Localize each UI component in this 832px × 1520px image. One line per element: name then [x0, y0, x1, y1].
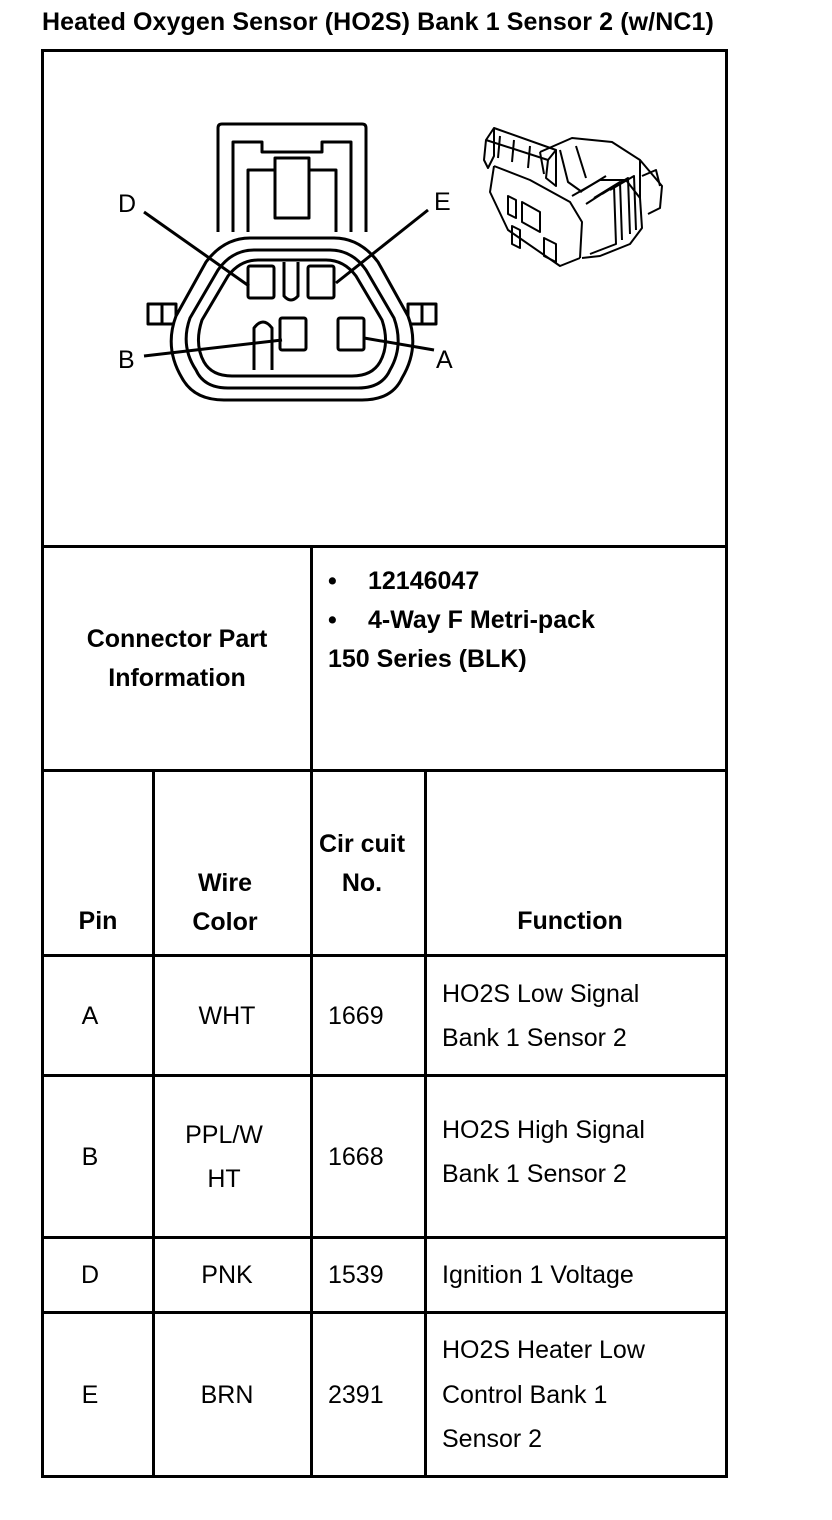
circuit-cell: 2391: [328, 1380, 384, 1409]
pin-label-b: B: [118, 346, 135, 374]
pin-label-a: A: [436, 346, 453, 374]
circuit-cell: 1669: [328, 1001, 384, 1030]
header-wire-color: Wire Color: [192, 869, 258, 936]
connector-part-info: [328, 562, 595, 679]
header-function: Function: [517, 907, 623, 935]
wire-color-cell: PPL/W HT: [185, 1120, 263, 1193]
pin-label-d: D: [118, 190, 137, 218]
function-cell: HO2S Heater Low Control Bank 1 Sensor 2: [442, 1336, 645, 1454]
series-line: 150 Series (BLK): [328, 645, 527, 673]
wire-color-cell: PNK: [201, 1261, 253, 1290]
function-cell: Ignition 1 Voltage: [442, 1261, 634, 1290]
pin-cell: E: [81, 1380, 99, 1409]
pin-label-e: E: [434, 188, 451, 216]
pin-cell: A: [81, 1001, 99, 1030]
connector-part-info-label: Connector Part Information: [86, 625, 268, 692]
connector-face-view: [144, 124, 436, 400]
part-number: 12146047: [368, 567, 480, 595]
wire-color-cell: BRN: [200, 1380, 254, 1409]
list-item: [328, 562, 595, 601]
circuit-cell: 1668: [328, 1142, 384, 1171]
header-pin: Pin: [78, 907, 118, 935]
pin-cell: D: [80, 1261, 100, 1290]
connector-type: 4-Way F Metri-pack: [368, 606, 595, 634]
connector-isometric-view: [484, 128, 662, 266]
connector-diagram: [0, 0, 832, 540]
list-item: [328, 601, 595, 640]
wire-color-cell: WHT: [198, 1001, 256, 1030]
pin-cell: B: [81, 1142, 99, 1171]
function-cell: HO2S Low Signal Bank 1 Sensor 2: [442, 979, 640, 1052]
bullet-icon: •: [328, 567, 337, 595]
circuit-cell: 1539: [328, 1261, 384, 1290]
header-circuit-number: Cir cuit No.: [318, 830, 406, 897]
bullet-icon: •: [328, 606, 337, 634]
function-cell: HO2S High Signal Bank 1 Sensor 2: [442, 1115, 645, 1188]
page-title: Heated Oxygen Sensor (HO2S) Bank 1 Sensor 2 (w/NC1): [42, 8, 714, 36]
